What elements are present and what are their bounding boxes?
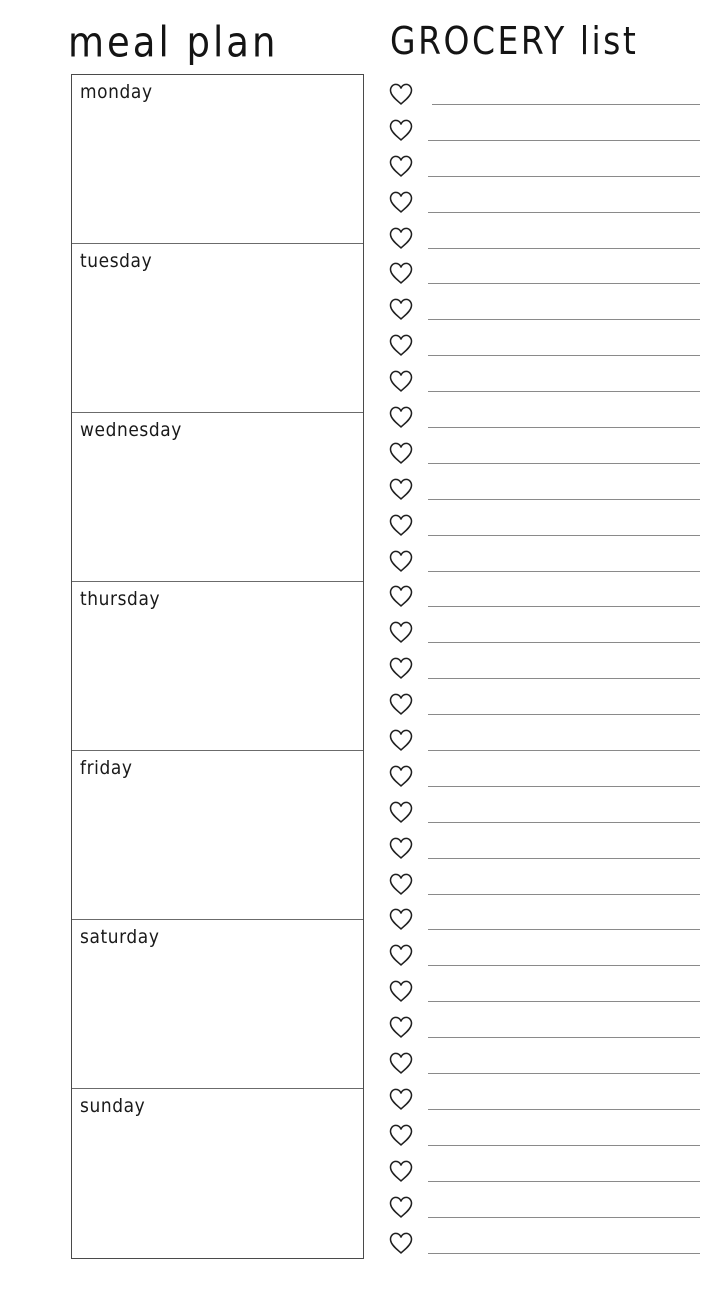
grocery-write-line[interactable] — [428, 1109, 700, 1110]
heart-outline-icon[interactable] — [388, 1051, 414, 1077]
heart-outline-icon[interactable] — [388, 943, 414, 969]
grocery-write-line[interactable] — [428, 606, 700, 607]
heart-outline-icon[interactable] — [388, 764, 414, 790]
heart-outline-icon[interactable] — [388, 190, 414, 216]
list-item[interactable] — [388, 796, 700, 832]
heart-outline-icon[interactable] — [388, 226, 414, 252]
table-row[interactable] — [72, 75, 363, 244]
heart-outline-icon[interactable] — [388, 549, 414, 575]
heart-outline-icon[interactable] — [388, 1159, 414, 1185]
grocery-write-line[interactable] — [428, 391, 700, 392]
day-label-tuesday: tuesday — [80, 251, 153, 273]
day-label-thursday: thursday — [80, 589, 161, 611]
heart-outline-icon[interactable] — [388, 1123, 414, 1149]
heart-outline-icon[interactable] — [388, 297, 414, 323]
grocery-write-line[interactable] — [428, 463, 700, 464]
list-item[interactable] — [388, 257, 700, 293]
list-item[interactable] — [388, 760, 700, 796]
grocery-write-line[interactable] — [428, 786, 700, 787]
grocery-write-line[interactable] — [428, 212, 700, 213]
heart-outline-icon[interactable] — [388, 584, 414, 610]
grocery-list-title: GROCERY list — [390, 18, 639, 64]
heart-outline-icon[interactable] — [388, 800, 414, 826]
day-label-sunday: sunday — [80, 1096, 146, 1118]
heart-outline-icon[interactable] — [388, 369, 414, 395]
grocery-write-line[interactable] — [428, 283, 700, 284]
heart-outline-icon[interactable] — [388, 513, 414, 539]
heart-outline-icon[interactable] — [388, 1231, 414, 1257]
list-item[interactable] — [388, 222, 700, 258]
list-item[interactable] — [388, 832, 700, 868]
list-item[interactable] — [388, 903, 700, 939]
day-label-saturday: saturday — [80, 927, 160, 949]
grocery-write-line[interactable] — [428, 642, 700, 643]
grocery-write-line[interactable] — [428, 140, 700, 141]
heart-outline-icon[interactable] — [388, 1195, 414, 1221]
grocery-write-line[interactable] — [428, 822, 700, 823]
list-item[interactable] — [388, 437, 700, 473]
list-item[interactable] — [388, 724, 700, 760]
heart-outline-icon[interactable] — [388, 1015, 414, 1041]
list-item[interactable] — [388, 1191, 700, 1227]
grocery-write-line[interactable] — [428, 571, 700, 572]
grocery-write-line[interactable] — [428, 499, 700, 500]
list-item[interactable] — [388, 868, 700, 904]
heart-outline-icon[interactable] — [388, 333, 414, 359]
list-item[interactable] — [388, 1047, 700, 1083]
heart-outline-icon[interactable] — [388, 907, 414, 933]
list-item[interactable] — [388, 545, 700, 581]
grocery-write-line[interactable] — [428, 1037, 700, 1038]
grocery-write-line[interactable] — [428, 1145, 700, 1146]
table-row[interactable] — [72, 1089, 363, 1258]
grocery-list-rows — [388, 78, 700, 1262]
grocery-write-line[interactable] — [428, 1001, 700, 1002]
heart-outline-icon[interactable] — [388, 441, 414, 467]
heart-outline-icon[interactable] — [388, 405, 414, 431]
table-row[interactable] — [72, 920, 363, 1089]
heart-outline-icon[interactable] — [388, 82, 414, 108]
list-item[interactable] — [388, 186, 700, 222]
list-item[interactable] — [388, 509, 700, 545]
grocery-write-line[interactable] — [428, 248, 700, 249]
heart-outline-icon[interactable] — [388, 836, 414, 862]
heart-outline-icon[interactable] — [388, 692, 414, 718]
grocery-write-line[interactable] — [428, 427, 700, 428]
list-item[interactable] — [388, 975, 700, 1011]
list-item[interactable] — [388, 939, 700, 975]
grocery-write-line[interactable] — [428, 678, 700, 679]
grocery-write-line[interactable] — [428, 1253, 700, 1254]
list-item[interactable] — [388, 1227, 700, 1263]
heart-outline-icon[interactable] — [388, 154, 414, 180]
list-item[interactable] — [388, 1011, 700, 1047]
heart-outline-icon[interactable] — [388, 872, 414, 898]
heart-outline-icon[interactable] — [388, 728, 414, 754]
table-row[interactable] — [72, 751, 363, 920]
list-item[interactable] — [388, 473, 700, 509]
list-item[interactable] — [388, 580, 700, 616]
grocery-write-line[interactable] — [428, 1181, 700, 1182]
grocery-write-line[interactable] — [428, 1073, 700, 1074]
heart-outline-icon[interactable] — [388, 979, 414, 1005]
list-item[interactable] — [388, 1155, 700, 1191]
heart-outline-icon[interactable] — [388, 118, 414, 144]
heart-outline-icon[interactable] — [388, 1087, 414, 1113]
meal-plan-title: meal plan — [68, 18, 279, 67]
list-item[interactable] — [388, 365, 700, 401]
meal-plan-day-table — [71, 74, 364, 1259]
meal-plan-section — [60, 0, 370, 1295]
grocery-write-line[interactable] — [428, 714, 700, 715]
list-item[interactable] — [388, 1083, 700, 1119]
grocery-write-line[interactable] — [428, 535, 700, 536]
list-item[interactable] — [388, 1119, 700, 1155]
grocery-write-line[interactable] — [428, 319, 700, 320]
grocery-write-line[interactable] — [428, 858, 700, 859]
grocery-list-section — [380, 0, 700, 1295]
grocery-write-line[interactable] — [428, 929, 700, 930]
grocery-write-line[interactable] — [428, 750, 700, 751]
heart-outline-icon[interactable] — [388, 261, 414, 287]
heart-outline-icon[interactable] — [388, 477, 414, 503]
grocery-write-line[interactable] — [428, 894, 700, 895]
table-row[interactable] — [72, 582, 363, 751]
day-label-wednesday: wednesday — [80, 420, 182, 442]
table-row[interactable] — [72, 244, 363, 413]
list-item[interactable] — [388, 78, 700, 114]
list-item[interactable] — [388, 616, 700, 652]
list-item[interactable] — [388, 293, 700, 329]
grocery-write-line[interactable] — [428, 965, 700, 966]
table-row[interactable] — [72, 413, 363, 582]
heart-outline-icon[interactable] — [388, 656, 414, 682]
list-item[interactable] — [388, 652, 700, 688]
heart-outline-icon[interactable] — [388, 620, 414, 646]
list-item[interactable] — [388, 688, 700, 724]
list-item[interactable] — [388, 114, 700, 150]
day-label-friday: friday — [80, 758, 133, 780]
grocery-write-line[interactable] — [432, 104, 700, 105]
day-label-monday: monday — [80, 82, 153, 104]
grocery-write-line[interactable] — [428, 1217, 700, 1218]
list-item[interactable] — [388, 329, 700, 365]
grocery-write-line[interactable] — [428, 176, 700, 177]
list-item[interactable] — [388, 401, 700, 437]
list-item[interactable] — [388, 150, 700, 186]
grocery-write-line[interactable] — [428, 355, 700, 356]
